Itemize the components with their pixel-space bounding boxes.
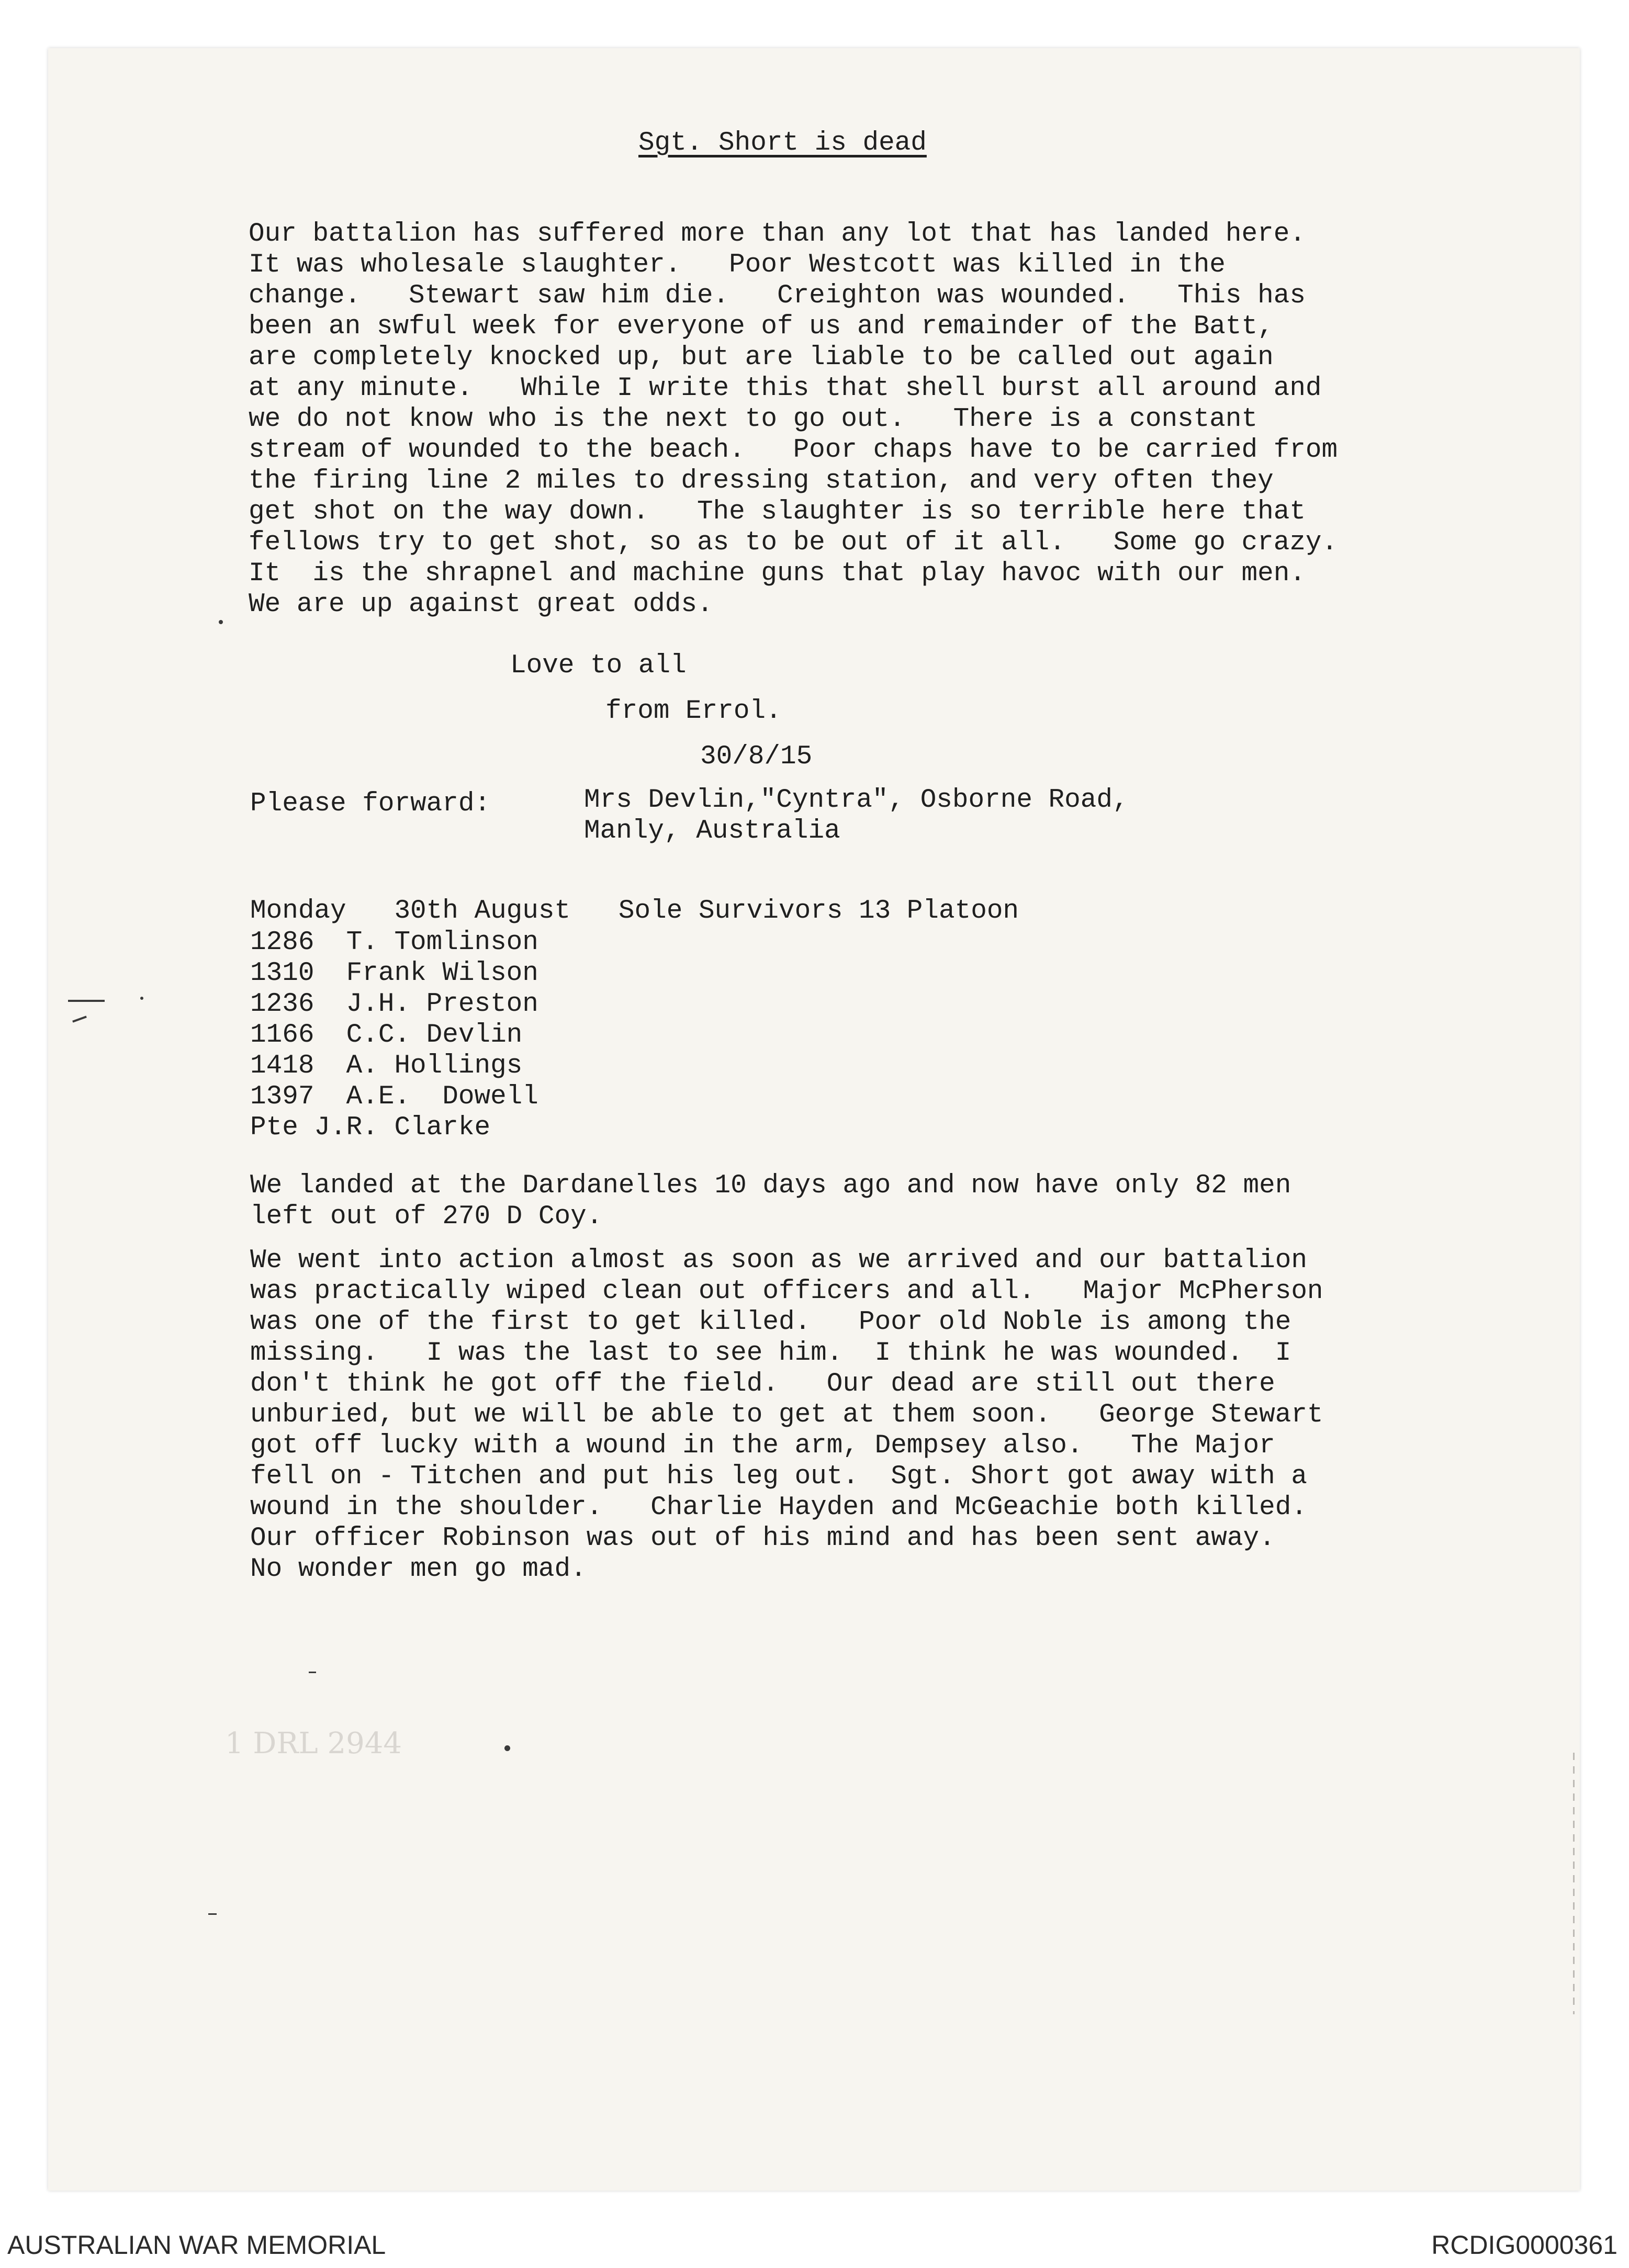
margin-mark <box>68 1000 105 1002</box>
footer-item-id: RCDIG0000361 <box>1431 2230 1617 2260</box>
margin-mark <box>219 620 223 624</box>
letter-paragraph-1: Our battalion has suffered more than any lot that has landed here. It was wholesale slaughter. Poor Westcott was killed in the change. Stewart saw him die. Creighton was wounded. This has been an swful week for everyone of us and remainder of the Batt, are completely knocked up, but are liable to be called out again at any minute. While I write this that shell burst all around and we do not know who is the next to go out. There is a constant stream of wounded to the beach. Poor chaps have to be carried from the firing line 2 miles to dressing station, and very often they get shot on the way down. The slaughter is so terrible here that fellows try to get shot, so as to be out of it all. Some go crazy. It is the shrapnel and machine guns that play havoc with our men. We are up against great odds. <box>249 219 1338 619</box>
forward-address: Mrs Devlin,"Cyntra", Osborne Road, Manly, Australia <box>584 785 1129 846</box>
survivors-list: 1286 T. Tomlinson 1310 Frank Wilson 1236 J.H. Preston 1166 C.C. Devlin 1418 A. Hollings 1397 A.E. Dowell Pte J.R. Clarke <box>250 928 538 1143</box>
letter-date: 30/8/15 <box>700 742 813 772</box>
survivors-heading: Monday 30th August Sole Survivors 13 Platoon <box>250 896 1019 926</box>
page-edge-mark <box>1573 1753 1575 2014</box>
forward-label: Please forward: <box>250 789 491 819</box>
letter-paragraph-3: We went into action almost as soon as we arrived and our battalion was practically wiped clean out officers and all. Major McPherson was one of the first to get killed. Poor old Noble is among the missing. I was the last to see him. I think he was wounded. I don't think he got off the field. Our dead are still out there unburied, but we will be able to get at them soon. George Stewart got off lucky with a wound in the arm, Dempsey also. The Major fell on - Titchen and put his leg out. Sgt. Short got away with a wound in the shoulder. Charlie Hayden and McGeachie both killed. Our officer Robinson was out of his mind and has been sent away. No wonder men go mad. <box>250 1246 1323 1584</box>
letter-signature: from Errol. <box>605 696 782 726</box>
archive-reference-mark: 1 DRL 2944 <box>225 1727 402 1761</box>
margin-mark <box>309 1672 316 1673</box>
letter-title: Sgt. Short is dead <box>638 128 927 158</box>
margin-mark <box>208 1913 217 1915</box>
letter-closing: Love to all <box>510 651 687 681</box>
footer-institution: AUSTRALIAN WAR MEMORIAL <box>7 2230 386 2260</box>
letter-paragraph-2: We landed at the Dardanelles 10 days ago and now have only 82 men left out of 270 D Coy. <box>250 1171 1291 1232</box>
margin-mark <box>140 997 143 1000</box>
margin-mark <box>504 1745 510 1751</box>
